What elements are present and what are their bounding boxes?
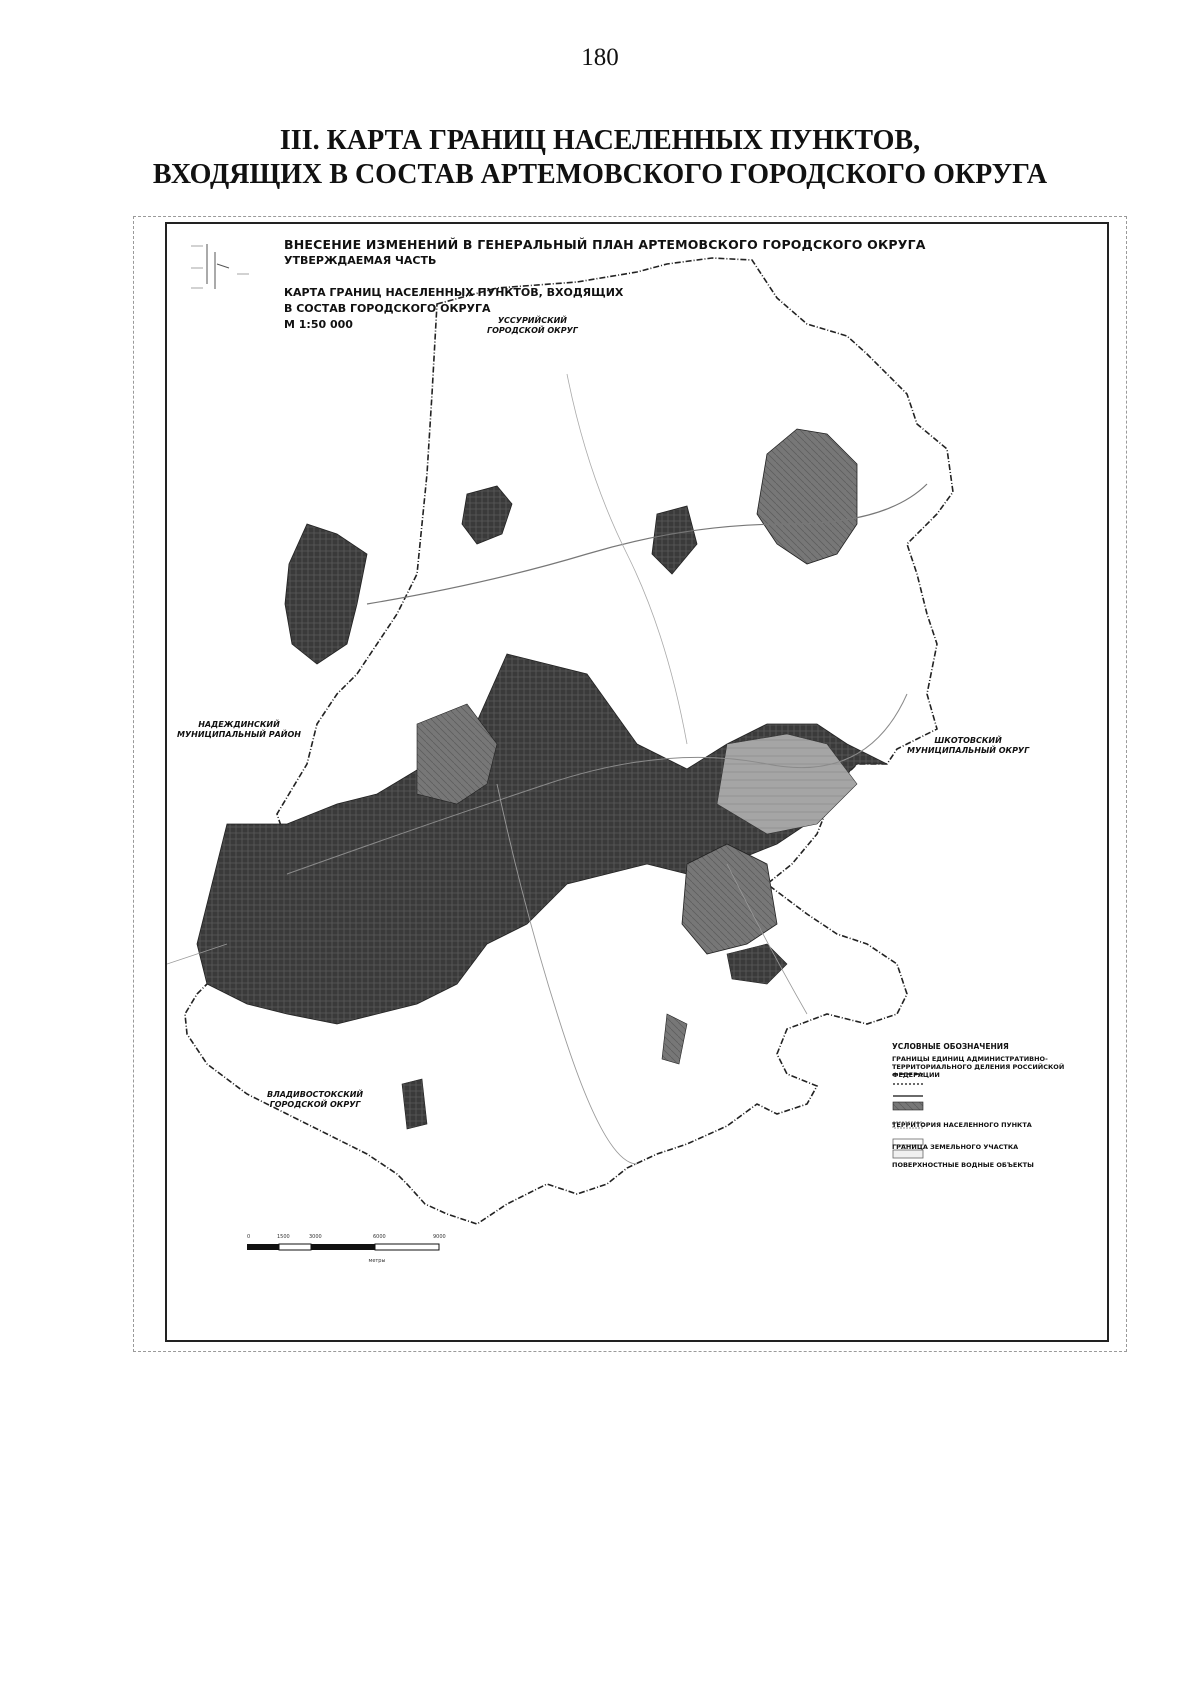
settlement-territory-west [285,524,367,664]
legend-title: УСЛОВНЫЕ ОБОЗНАЧЕНИЯ [892,1042,1009,1051]
neighbor-label-line: НАДЕЖДИНСКИЙ [198,720,280,729]
scale-tick-label: 3000 [309,1234,322,1240]
neighbor-label-line: МУНИЦИПАЛЬНЫЙ ОКРУГ [907,746,1030,755]
document-title-line2: ВХОДЯЩИХ В СОСТАВ АРТЕМОВСКОГО ГОРОДСКОГО ОКРУГА [152,159,1048,190]
map-drawing [167,224,1107,1340]
neighbor-label-ussuriysk [487,316,578,336]
neighbor-label-line: ГОРОДСКОЙ ОКРУГ [269,1100,361,1109]
neighbor-label-shkotovsky [907,736,1029,756]
scale-tick-label: 1500 [277,1234,290,1240]
map-frame [165,222,1109,1342]
map-main-title: ВНЕСЕНИЕ ИЗМЕНЕНИЙ В ГЕНЕРАЛЬНЫЙ ПЛАН АРТЕМОВСКОГО ГОРОДСКОГО ОКРУГА [284,237,926,252]
scale-tick-label: 6000 [373,1234,386,1240]
document-title-line1: III. КАРТА ГРАНИЦ НАСЕЛЕННЫХ ПУНКТОВ, [279,125,921,156]
north-info-block [175,230,263,289]
scale-block [247,1234,507,1314]
neighbor-label-line: ШКОТОВСКИЙ [934,736,1002,745]
map-legend [892,1042,1097,1169]
neighbor-label-nadezhdinsky [177,720,301,740]
neighbor-label-line: ГОРОДСКОЙ ОКРУГ [487,326,578,335]
legend-section-land-plot: ГРАНИЦА ЗЕМЕЛЬНОГО УЧАСТКА [892,1143,1019,1151]
map-sheet-title-line2: В СОСТАВ ГОРОДСКОГО ОКРУГА [284,302,491,315]
legend-section-settlement: ТЕРРИТОРИЯ НАСЕЛЕННОГО ПУНКТА [892,1121,1032,1129]
scale-units: метры [368,1258,386,1264]
neighbor-label-line: ВЛАДИВОСТОКСКИЙ [267,1090,364,1099]
neighbor-label-vladivostok [267,1090,363,1110]
neighbor-label-line: МУНИЦИПАЛЬНЫЙ РАЙОН [177,730,301,739]
scale-tick-label: 0 [247,1234,251,1240]
page-number: 180 [581,44,619,71]
scale-tick-label: 9000 [433,1234,446,1240]
legend-section-boundaries: ГРАНИЦЫ ЕДИНИЦ АДМИНИСТРАТИВНО-ТЕРРИТОРИАЛЬНОГО ДЕЛЕНИЯ РОССИЙСКОЙ ФЕДЕРАЦИИ [892,1055,1065,1079]
map-scale: М 1:50 000 [284,318,353,331]
neighbor-label-line: УССУРИЙСКИЙ [497,316,567,325]
document-title [0,124,1200,192]
legend-section-water: ПОВЕРХНОСТНЫЕ ВОДНЫЕ ОБЪЕКТЫ [892,1161,1034,1169]
map-sheet-title-line1: КАРТА ГРАНИЦ НАСЕЛЕННЫХ ПУНКТОВ, ВХОДЯЩИХ [284,286,624,299]
map-subtitle: УТВЕРЖДАЕМАЯ ЧАСТЬ [284,254,437,267]
